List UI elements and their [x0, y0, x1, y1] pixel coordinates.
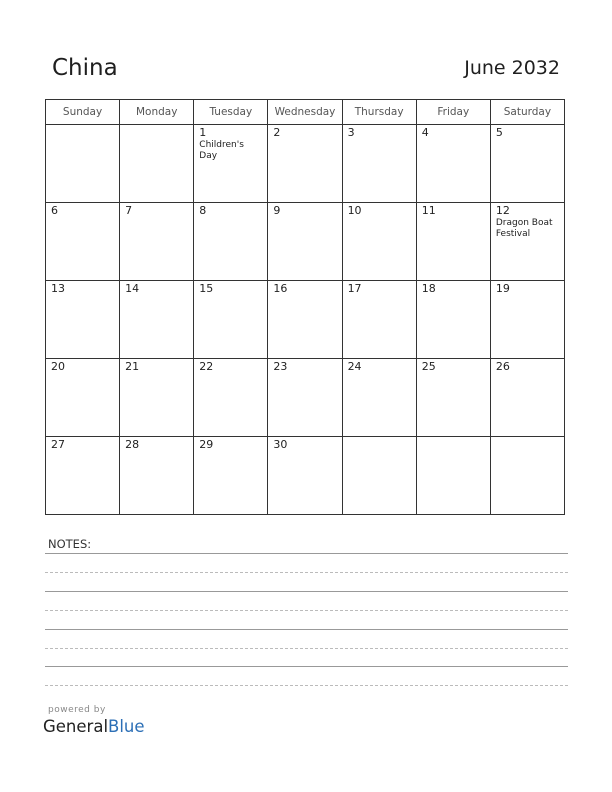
day-cell [416, 203, 490, 281]
day-number: 26 [495, 360, 510, 373]
day-cell [194, 437, 268, 515]
day-number: 11 [421, 204, 436, 217]
day-cell [416, 359, 490, 437]
day-number: 15 [199, 282, 214, 295]
week-row [46, 437, 565, 515]
notes-line [45, 629, 568, 630]
day-cell [268, 437, 342, 515]
weekday-header: Saturday [490, 100, 564, 125]
day-cell [416, 125, 490, 203]
brand-blue: Blue [108, 717, 145, 736]
country-title: China [52, 55, 118, 81]
calendar-grid [45, 99, 565, 515]
day-number: 20 [51, 360, 65, 373]
weekday-header: Tuesday [194, 100, 268, 125]
day-number: 14 [125, 282, 140, 295]
week-row [46, 125, 565, 203]
week-row [46, 281, 565, 359]
day-number: 19 [495, 282, 510, 295]
day-number: 3 [347, 126, 355, 139]
weekday-header-row [46, 100, 565, 125]
day-cell [120, 203, 194, 281]
day-cell [342, 203, 416, 281]
day-number: 13 [51, 282, 65, 295]
weekday-header: Thursday [342, 100, 416, 125]
holiday-label: Dragon Boat Festival [495, 218, 553, 239]
day-cell [342, 437, 416, 515]
day-cell [46, 125, 120, 203]
weekday-header: Sunday [46, 100, 120, 125]
day-number: 6 [51, 204, 58, 217]
day-number: 27 [51, 438, 65, 451]
day-number: 17 [347, 282, 362, 295]
day-cell [46, 203, 120, 281]
notes-line [45, 572, 568, 573]
notes-line [45, 648, 568, 649]
brand-logo [43, 717, 145, 736]
holiday-label: Children's Day [199, 140, 244, 161]
day-cell [416, 437, 490, 515]
day-cell [490, 281, 564, 359]
day-cell [268, 203, 342, 281]
day-cell [268, 359, 342, 437]
day-cell [342, 281, 416, 359]
day-cell [194, 125, 268, 203]
day-number: 25 [421, 360, 436, 373]
day-cell [342, 125, 416, 203]
day-number: 2 [273, 126, 281, 139]
day-number: 28 [125, 438, 140, 451]
day-cell [194, 281, 268, 359]
day-number: 5 [495, 126, 503, 139]
day-cell [490, 359, 564, 437]
notes-line [45, 591, 568, 592]
day-cell [120, 359, 194, 437]
weekday-header: Wednesday [268, 100, 342, 125]
day-number: 8 [199, 204, 207, 217]
day-number: 29 [199, 438, 214, 451]
day-number: 30 [273, 438, 288, 451]
day-number: 7 [125, 204, 133, 217]
day-cell [120, 437, 194, 515]
day-cell [120, 125, 194, 203]
day-cell [490, 125, 564, 203]
day-cell [416, 281, 490, 359]
notes-line [45, 610, 568, 611]
day-number: 23 [273, 360, 288, 373]
week-row [46, 359, 565, 437]
notes-label: NOTES: [48, 537, 92, 551]
day-cell [194, 203, 268, 281]
day-number: 4 [421, 126, 429, 139]
day-cell [342, 359, 416, 437]
day-number: 16 [273, 282, 288, 295]
weekday-header: Friday [416, 100, 490, 125]
day-number: 10 [347, 204, 362, 217]
day-cell [46, 359, 120, 437]
day-cell [46, 281, 120, 359]
day-number: 22 [199, 360, 214, 373]
day-number: 18 [421, 282, 436, 295]
day-number: 21 [125, 360, 140, 373]
day-cell [194, 359, 268, 437]
month-title: June 2032 [464, 57, 560, 79]
notes-line [45, 666, 568, 667]
day-number: 12 [495, 204, 510, 217]
brand-general: General [43, 717, 109, 736]
day-cell [268, 281, 342, 359]
week-row [46, 203, 565, 281]
day-number: 9 [273, 204, 281, 217]
day-cell [490, 437, 564, 515]
day-cell [268, 125, 342, 203]
day-number: 1 [199, 126, 207, 139]
day-cell [120, 281, 194, 359]
day-cell [490, 203, 564, 281]
notes-line [45, 553, 568, 554]
day-cell [46, 437, 120, 515]
powered-by-text: powered by [48, 705, 106, 715]
day-number: 24 [347, 360, 362, 373]
weekday-header: Monday [120, 100, 194, 125]
notes-line [45, 685, 568, 686]
